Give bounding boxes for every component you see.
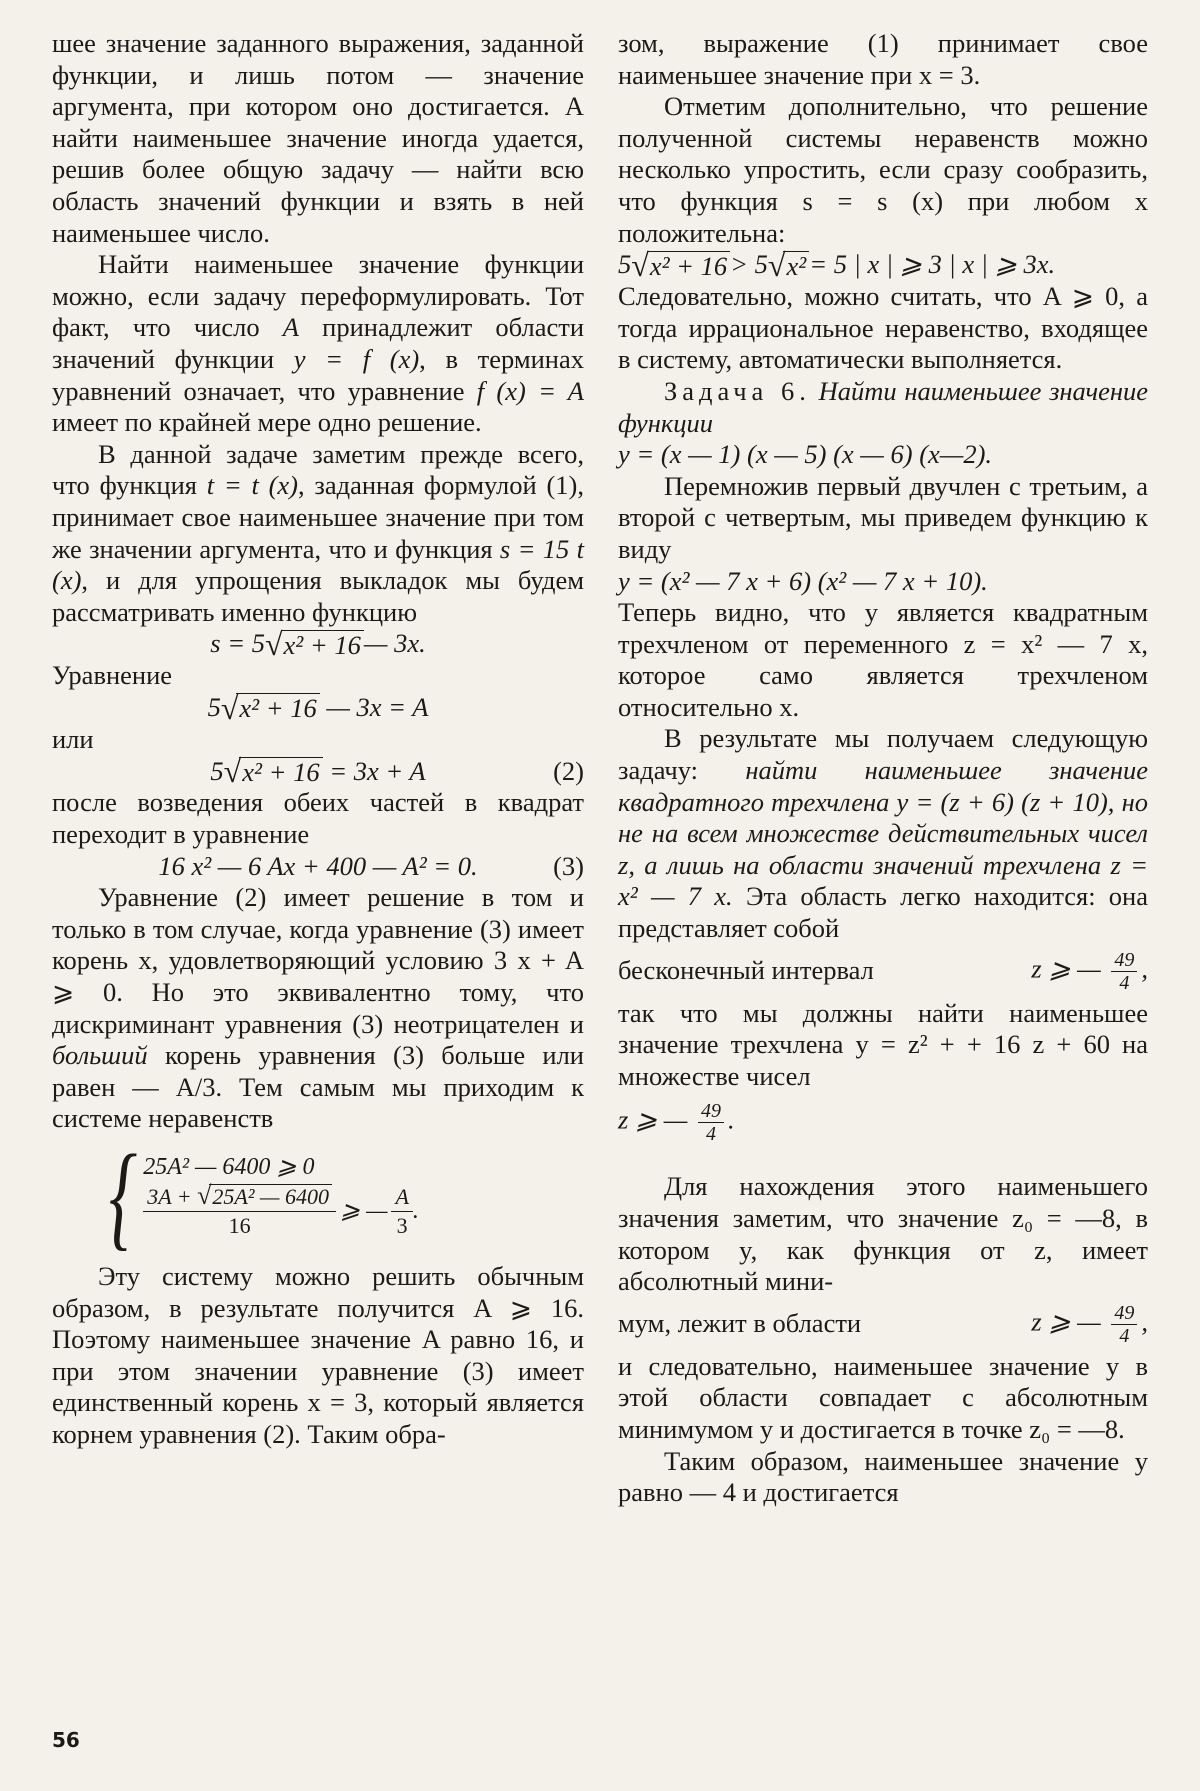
- fraction: $\frac{49}{4}$: [698, 1100, 724, 1145]
- equation-number: (2): [553, 755, 584, 786]
- system-line-2: 3A + √25A² — 6400 16 ⩾ — A 3 .: [143, 1183, 419, 1240]
- interval-line: бесконечный интервал z ⩾ — $\frac{49}{4}$ ,: [618, 948, 1148, 994]
- paragraph: Отметим дополнительно, что решение полученной системы неравенств можно несколько упростить, если сразу сообразить, что функция s = s (x) при любом x положительна:: [618, 91, 1148, 248]
- fraction: $\frac{49}{4}$: [1111, 1302, 1137, 1347]
- system-body: [143, 1152, 419, 1241]
- paragraph: В данной задаче заметим прежде всего, что функция t = t (x), заданная формулой (1), принимает свое наименьшее значение при том же значении аргумента, что и функция s = 15 t (x), и для упрощения выкладок мы будем рассматривать именно функцию: [52, 438, 585, 627]
- paragraph: Уравнение (2) имеет решение в том и только в том случае, когда уравнение (3) имеет корень x, удовлетворяющий условию 3 x + A ⩾ 0. Но это эквивалентно тому, что дискриминант уравнения (3) неотрицателен и больший корень уравнения (3) больше или равен — A/3. Тем самым мы приходим к системе неравенств: [52, 882, 584, 1134]
- equation-s: s = 5 √ x² + 16 — 3x.: [210, 626, 426, 663]
- page-number: 56: [52, 1728, 80, 1752]
- paragraph: Перемножив первый двучлен с третьим, а второй с четвертым, мы приведем функцию к виду: [618, 470, 1148, 564]
- paragraph: Следовательно, можно считать, что A ⩾ 0, а тогда иррациональное неравенство, входящее в систему, автоматически выполняется.: [618, 281, 1148, 375]
- word-uravnenie: Уравнение: [52, 660, 173, 691]
- paragraph: Таким образом, наименьшее значение y равно — 4 и достигается: [618, 1445, 1148, 1508]
- brace: {: [108, 1130, 138, 1261]
- task-equation: y = (x — 1) (x — 5) (x — 6) (x—2).: [618, 439, 993, 470]
- right-column: [618, 28, 1148, 1509]
- inequality-chain: 5 √ x² + 16 > 5 √ x² = 5 | x | ⩾ 3 | x | ⩾ 3x.: [618, 247, 1056, 284]
- paragraph: Эту систему можно решить обычным образом, в результате получится A ⩾ 16. Поэтому наименьшее значение A равно 16, и при этом значении уравнение (3) имеет единственный корень x = 3, который является корнем уравнения (2). Таким обра-: [52, 1261, 584, 1449]
- set-line: z ⩾ — $\frac{49}{4}$ .: [618, 1100, 735, 1146]
- word-ili: или: [52, 723, 94, 754]
- equation-number: (3): [553, 850, 584, 881]
- left-column: [52, 28, 584, 1451]
- paragraph: и следовательно, наименьшее значение y в этой области совпадает с абсолютным минимумом y и достигается в точке z₀ = —8.: [618, 1350, 1148, 1444]
- radical-sign: √: [264, 626, 283, 663]
- paragraph: шее значение заданного выражения, заданной функции, и лишь потом — значение аргумента, при котором оно достигается. А найти наименьшее значение иногда удается, решив более общую задачу — найти всю область значений функции и взять в ней наименьшее число.: [52, 28, 584, 248]
- paragraph: В результате мы получаем следующую задачу: найти наименьшее значение квадратного трехчлена y = (z + 6) (z + 10), но не на всем множестве действительных чисел z, а лишь на области значений трехчлена z = x² — 7 x. Эта область легко находится: она представляет собой: [618, 723, 1149, 944]
- system-line-1: 25A² — 6400 ⩾ 0: [143, 1153, 315, 1180]
- fraction: A 3: [391, 1183, 412, 1240]
- paragraph: Найти наименьшее значение функции можно, если задачу переформулировать. Тот факт, что число A принадлежит области значений функции y = f (x), в терминах уравнений означает, что уравнение f (x) = A имеет по крайней мере одно решение.: [52, 249, 585, 438]
- radical-sign: √: [767, 247, 786, 284]
- fraction: 3A + √25A² — 6400 16: [143, 1183, 336, 1240]
- equation-3: 16 x² — 6 Ax + 400 — A² = 0. (3): [158, 850, 584, 881]
- paragraph: после возведения обеих частей в квадрат переходит в уравнение: [52, 787, 584, 850]
- paragraph: так что мы должны найти наименьшее значение трехчлена y = z² + + 16 z + 60 на множестве чисел: [618, 997, 1148, 1091]
- paragraph: Для нахождения этого наименьшего значения заметим, что значение z₀ = —8, в котором y, как функция от z, имеет абсолютный мини-: [618, 1171, 1148, 1297]
- fraction: $\frac{49}{4}$: [1111, 949, 1137, 994]
- task-heading: Задача 6. Найти наименьшее значение функции: [618, 375, 1149, 438]
- radical-sign: √: [220, 689, 239, 726]
- inequality-system: [90, 1130, 584, 1261]
- equation-y: y = (x² — 7 x + 6) (x² — 7 x + 10).: [618, 565, 988, 596]
- equation-a: 5 √ x² + 16 — 3x = A: [207, 689, 429, 726]
- region-line: мум, лежит в области z ⩾ — $\frac{49}{4}$ ,: [618, 1301, 1148, 1347]
- paragraph: зом, выражение (1) принимает свое наименьшее значение при x = 3.: [618, 28, 1148, 90]
- radical-sign: √: [223, 753, 242, 790]
- paragraph: Теперь видно, что y является квадратным трехчленом от переменного z = x² — 7 x, которое само является трехчленом относительно x.: [618, 597, 1148, 722]
- radical-sign: √: [631, 247, 649, 284]
- radical-sign: √: [197, 1181, 212, 1211]
- equation-2: 5 √ x² + 16 = 3x + A (2): [210, 753, 584, 790]
